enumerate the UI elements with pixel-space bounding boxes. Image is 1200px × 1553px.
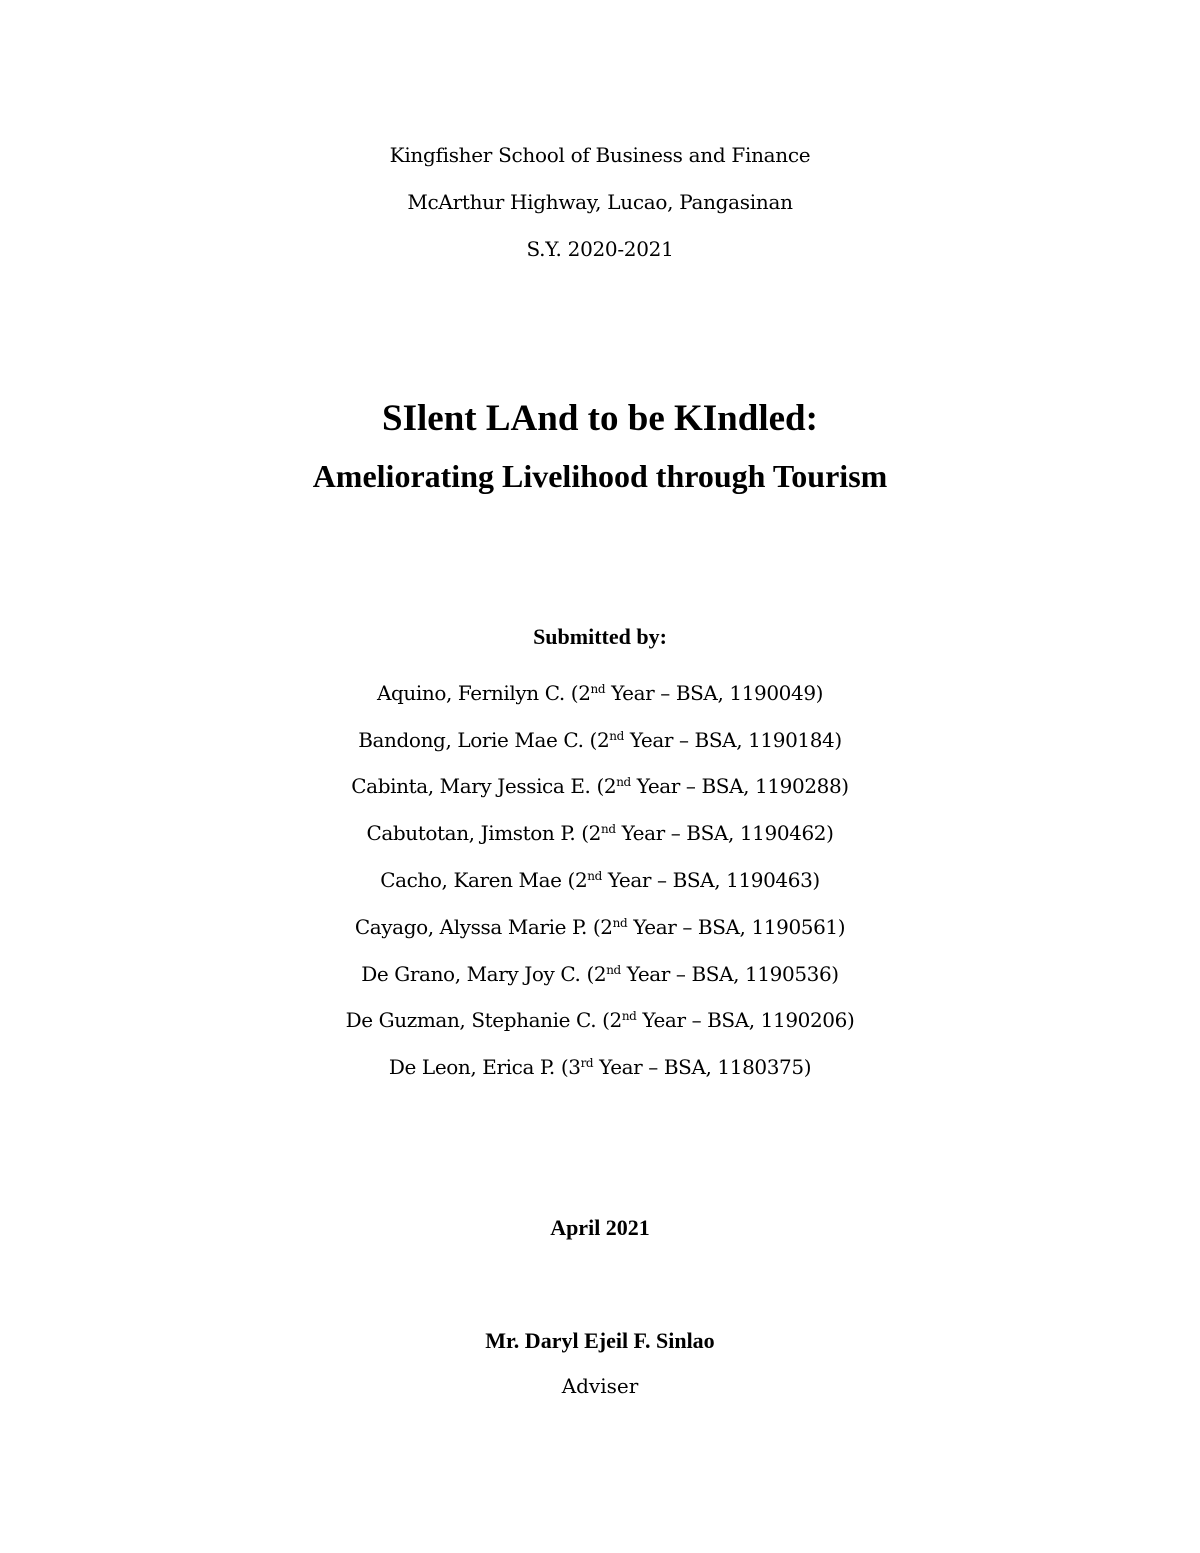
author-name: Aquino, Fernilyn C. (2	[376, 681, 591, 705]
author-ordinal: nd	[616, 775, 631, 789]
author-line	[0, 1008, 1200, 1032]
school-name: Kingfisher School of Business and Finance	[389, 143, 811, 167]
author-line	[0, 681, 1200, 705]
author-name: De Guzman, Stephanie C. (2	[345, 1008, 622, 1032]
author-name: Bandong, Lorie Mae C. (2	[358, 728, 610, 752]
author-name: Cayago, Alyssa Marie P. (2	[354, 915, 613, 939]
author-ordinal: nd	[621, 1009, 637, 1023]
author-name: Cabutotan, Jimston P. (2	[366, 821, 602, 845]
school-address: McArthur Highway, Lucao, Pangasinan	[407, 190, 793, 214]
author-details: Year – BSA, 1180375)	[593, 1055, 812, 1079]
author-details: Year – BSA, 1190561)	[627, 915, 846, 939]
document-subtitle: Ameliorating Livelihood through Tourism	[312, 458, 888, 494]
author-ordinal: nd	[609, 729, 624, 743]
school-year: S.Y. 2020-2021	[526, 237, 674, 261]
author-details: Year – BSA, 1190049)	[605, 681, 824, 705]
author-details: Year – BSA, 1190206)	[636, 1008, 855, 1032]
author-details: Year – BSA, 1190536)	[620, 962, 839, 986]
author-ordinal: nd	[587, 869, 602, 883]
author-name: Cabinta, Mary Jessica E. (2	[351, 774, 617, 798]
author-ordinal: rd	[580, 1056, 594, 1070]
author-details: Year – BSA, 1190184)	[623, 728, 842, 752]
author-line	[0, 774, 1200, 798]
submitted-by-label: Submitted by:	[533, 624, 667, 649]
author-ordinal: nd	[606, 963, 621, 977]
author-line	[0, 1055, 1200, 1079]
author-line	[0, 915, 1200, 939]
author-ordinal: nd	[601, 822, 616, 836]
author-details: Year – BSA, 1190462)	[615, 821, 834, 845]
document-title: SIlent LAnd to be KIndled:	[382, 398, 818, 439]
author-name: Cacho, Karen Mae (2	[380, 868, 588, 892]
submission-date: April 2021	[550, 1215, 650, 1240]
author-ordinal: nd	[590, 682, 606, 696]
author-line	[0, 868, 1200, 892]
adviser-name: Mr. Daryl Ejeil F. Sinlao	[485, 1328, 715, 1353]
author-name: De Leon, Erica P. (3	[388, 1055, 581, 1079]
author-line	[0, 962, 1200, 986]
author-name: De Grano, Mary Joy C. (2	[361, 962, 607, 986]
author-line	[0, 821, 1200, 845]
author-line	[0, 728, 1200, 752]
author-ordinal: nd	[612, 916, 628, 930]
author-details: Year – BSA, 1190463)	[601, 868, 820, 892]
author-details: Year – BSA, 1190288)	[630, 774, 849, 798]
adviser-role: Adviser	[561, 1374, 639, 1398]
